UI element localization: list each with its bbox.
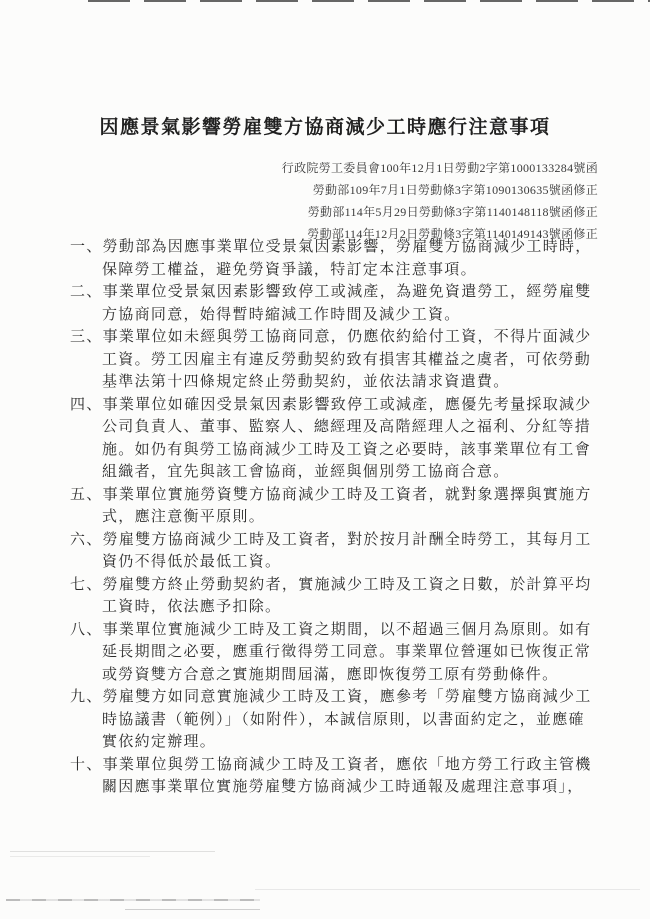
item-line: 工資。勞工因雇主有違反勞動契約致有損害其權益之虞者，可依勞動 [102,351,592,368]
scan-artifact [10,851,215,852]
item-line: 實依約定辦理。 [102,734,217,750]
item-line: 公司負責人、董事、監察人、總經理及高階經理人之福利、分紅等措 [102,419,592,435]
item-line: 基準法第十四條規定終止勞動契約，並依法請求資遣費。 [102,374,510,390]
notice-body [70,236,610,799]
item-line: 保障勞工權益，避免勞資爭議，特訂定本注意事項。 [102,261,477,278]
item-line: 三、事業單位如未經與勞工協商同意，仍應依約給付工資，不得片面減少 [70,329,592,345]
notice-item-3 [70,326,610,394]
amendment-note: 行政院勞工委員會100年12月1日勞動2字第1000133284號函 [281,161,598,175]
notice-item-2 [70,281,610,326]
item-line: 四、事業單位如確因受景氣因素影響致停工或減產，應優先考量採取減少 [70,396,592,413]
item-line: 九、勞雇雙方如同意實施減少工時及工資，應參考「勞雇雙方協商減少工 [70,689,592,705]
scan-edge-artifact [88,0,650,2]
notice-item-8 [70,619,610,687]
notice-item-1 [70,236,610,281]
notice-item-9 [70,686,610,754]
item-line: 八、事業單位實施減少工時及工資之期間，以不超過三個月為原則。如有 [70,621,592,638]
amendment-note: 勞動部109年7月1日勞動條3字第1090130635號函修正 [312,183,598,197]
item-line: 二、事業單位受景氣因素影響致停工或減產，為避免資遣勞工，經勞雇雙 [70,284,592,300]
item-line: 式，應注意衡平原則。 [102,509,266,525]
item-line: 十、事業單位與勞工協商減少工時及工資者，應依「地方勞工行政主管機 [70,756,592,773]
amendment-note: 勞動部114年5月29日勞動條3字第1140148118號函修正 [307,205,598,219]
item-line: 方協商同意，始得暫時縮減工作時間及減少工資。 [102,306,461,323]
item-line: 關因應事業單位實施勞雇雙方協商減少工時通報及處理注意事項」， [102,779,584,795]
scan-artifact [6,899,260,901]
notice-item-10 [70,754,610,799]
notice-item-5 [70,484,610,529]
document-title: 因應景氣影響勞雇雙方協商減少工時應行注意事項 [99,117,551,138]
amendment-note: 勞動部114年12月2日勞動條3字第1140149143號函修正 [307,227,598,241]
notice-item-4 [70,394,610,484]
item-line: 六、勞雇雙方協商減少工時及工資者，對於按月計酬全時勞工，其每月工 [70,531,592,548]
item-line: 工資時，依法應予扣除。 [102,599,282,615]
item-line: 一、勞動部為因應事業單位受景氣因素影響，勞雇雙方協商減少工時時， [70,239,592,255]
item-line: 時協議書（範例）」（如附件），本誠信原則，以書面約定之，並應確 [102,711,585,728]
notice-item-6 [70,529,610,574]
scan-artifact [10,856,150,857]
item-line: 組織者，宜先與該工會協商，並經與個別勞工協商合意。 [102,464,510,480]
scan-artifact [125,909,260,910]
notice-item-7 [70,574,610,619]
scan-artifact [255,889,640,890]
item-line: 或勞資雙方合意之實施期間屆滿，應即恢復勞工原有勞動條件。 [102,666,559,683]
item-line: 五、事業單位實施勞資雙方協商減少工時及工資者，就對象選擇與實施方 [70,486,592,503]
item-line: 延長期間之必要，應重行徵得勞工同意。事業單位營運如已恢復正常 [102,644,592,660]
item-line: 施。如仍有與勞工協商減少工時及工資之必要時，該事業單位有工會 [102,441,592,458]
item-line: 資仍不得低於最低工資。 [102,554,282,570]
item-line: 七、勞雇雙方終止勞動契約者，實施減少工時及工資之日數，於計算平均 [70,576,592,593]
amendment-history [282,157,598,245]
